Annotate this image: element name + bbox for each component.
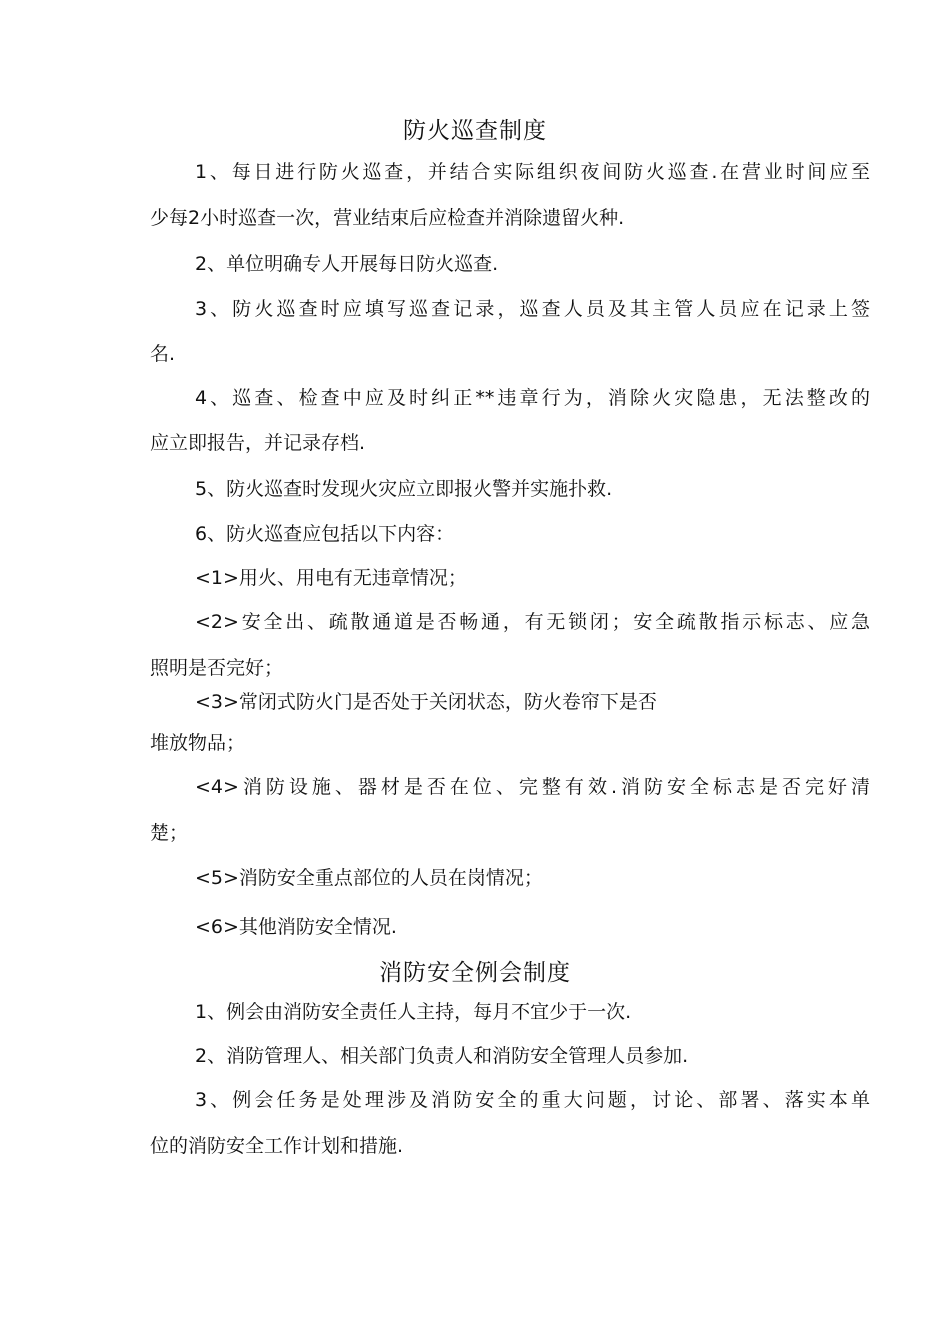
meeting-para-1: 1、例会由消防安全责任人主持，每月不宜少于一次. xyxy=(195,1001,632,1023)
item-6: <6>其他消防安全情况. xyxy=(195,916,397,938)
item-2-line-1: <2>安全出、疏散通道是否畅通，有无锁闭；安全疏散指示标志、应急 xyxy=(195,611,870,633)
para-4-line-1: 4、巡查、检查中应及时纠正**违章行为，消除火灾隐患，无法整改的 xyxy=(195,387,870,409)
para-1-line-1: 1、每日进行防火巡查，并结合实际组织夜间防火巡查.在营业时间应至 xyxy=(195,161,870,183)
item-4-line-1: <4>消防设施、器材是否在位、完整有效.消防安全标志是否完好清 xyxy=(195,776,870,798)
para-6: 6、防火巡查应包括以下内容： xyxy=(195,523,455,545)
para-1-line-2: 少每2小时巡查一次，营业结束后应检查并消除遗留火种. xyxy=(150,207,625,229)
item-3-line-2: 堆放物品； xyxy=(150,732,246,754)
para-5: 5、防火巡查时发现火灾应立即报火警并实施扑救. xyxy=(195,478,613,500)
title-fire-patrol: 防火巡查制度 xyxy=(403,118,547,144)
item-2-line-2: 照明是否完好； xyxy=(150,657,284,679)
para-3-line-2: 名. xyxy=(150,343,176,365)
para-4-line-2: 应立即报告，并记录存档. xyxy=(150,432,366,454)
meeting-para-3-line-1: 3、例会任务是处理涉及消防安全的重大问题，讨论、部署、落实本单 xyxy=(195,1089,870,1111)
meeting-para-3-line-2: 位的消防安全工作计划和措施. xyxy=(150,1135,404,1157)
item-4-line-2: 楚； xyxy=(150,822,189,844)
para-3-line-1: 3、防火巡查时应填写巡查记录，巡查人员及其主管人员应在记录上签 xyxy=(195,298,870,320)
item-3-line-1: <3>常闭式防火门是否处于关闭状态，防火卷帘下是否 xyxy=(195,691,657,713)
item-1: <1>用火、用电有无违章情况； xyxy=(195,567,467,589)
title-safety-meeting: 消防安全例会制度 xyxy=(379,960,571,986)
para-2: 2、单位明确专人开展每日防火巡查. xyxy=(195,253,499,275)
meeting-para-2: 2、消防管理人、相关部门负责人和消防安全管理人员参加. xyxy=(195,1045,689,1067)
item-5: <5>消防安全重点部位的人员在岗情况； xyxy=(195,867,543,889)
